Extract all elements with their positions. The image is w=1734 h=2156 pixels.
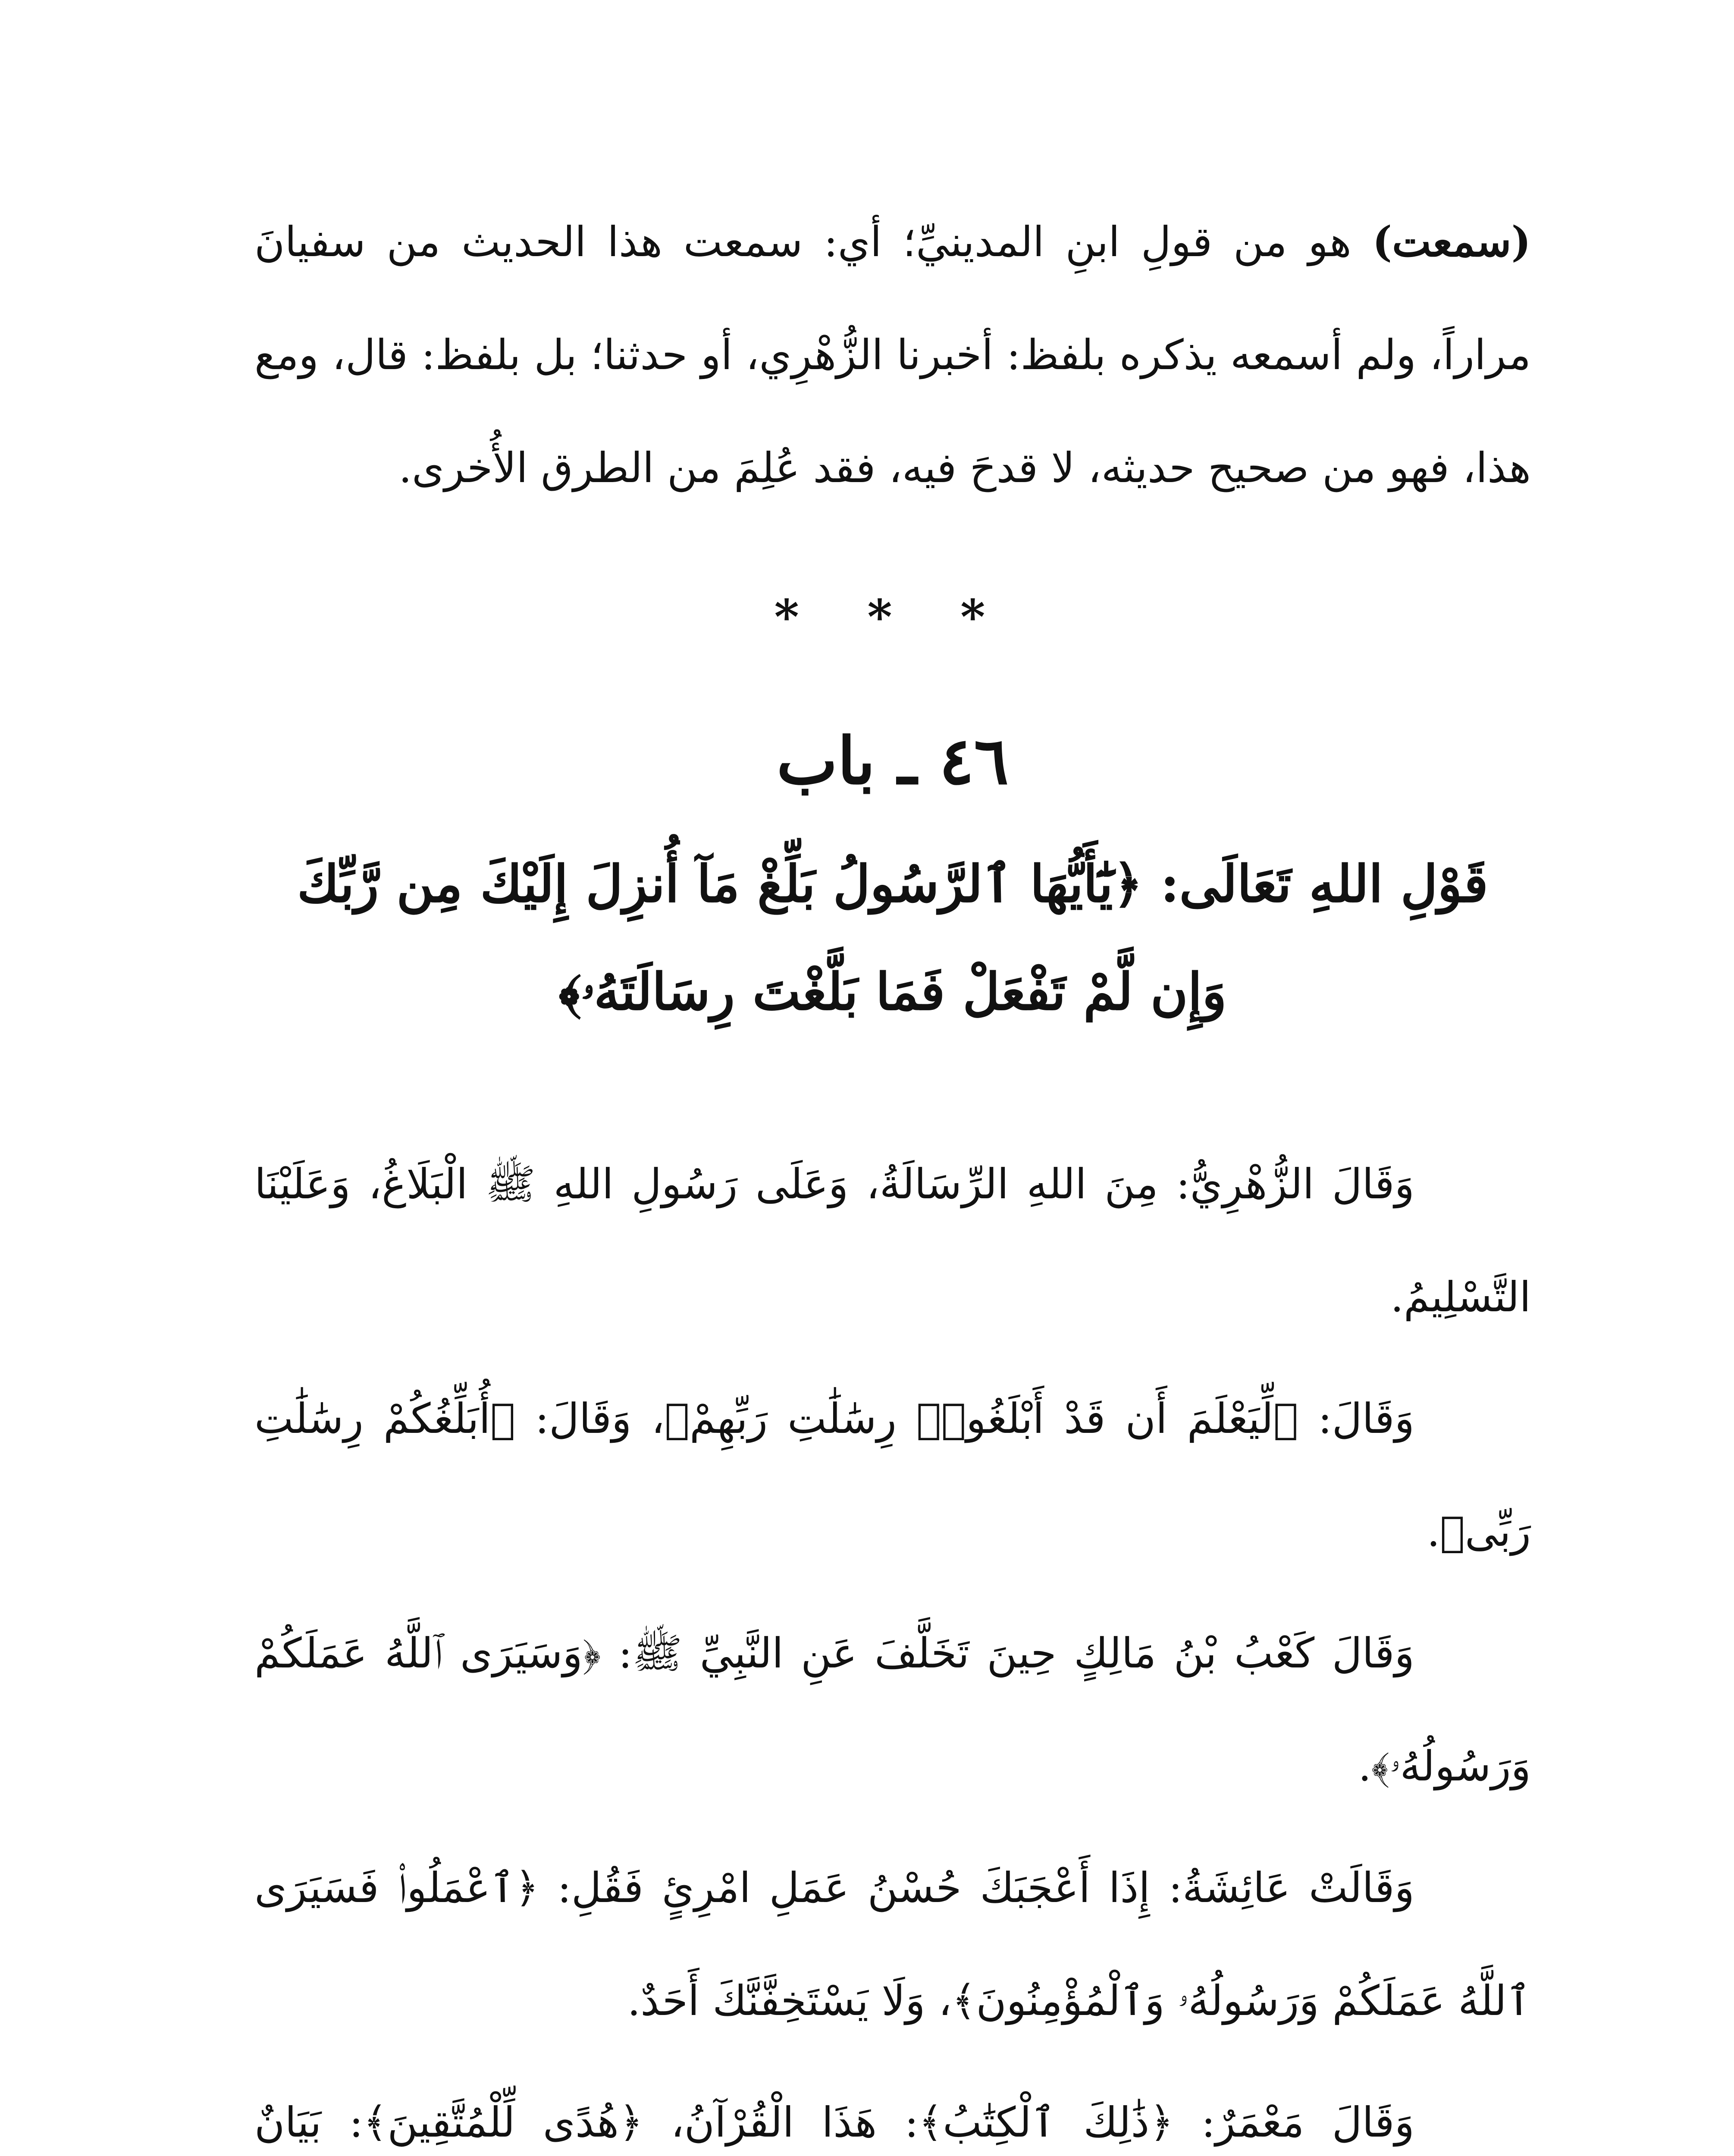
chapter-title [254, 830, 1531, 1046]
chapter-title-line-1: قَوْلِ اللهِ تَعَالَى: ﴿يَٰٓأَيُّهَا ٱلرَّسُولُ بَلِّغْ مَآ أُنزِلَ إِلَيْكَ مِن رَّبِّكَ [297, 854, 1488, 914]
chapter-title-line-2: وَإِن لَّمْ تَفْعَلْ فَمَا بَلَّغْتَ رِسَالَتَهُۥ﴾ [558, 962, 1227, 1022]
hadith-paragraph-aisha: وَقَالَتْ عَائِشَةُ: إِذَا أَعْجَبَكَ حُسْنُ عَمَلِ امْرِئٍ فَقُلِ: ﴿ٱعْمَلُوا۟ فَسَيَرَى ٱللَّهُ عَمَلَكُمْ وَرَسُولُهُۥ وَٱلْمُؤْمِنُونَ﴾، وَلَا يَسْتَخِفَّنَّكَ أَحَدٌ. [254, 1864, 1531, 2025]
section-separator: * * * [774, 589, 1011, 645]
hadith-paragraph-verses: وَقَالَ: ﴿لِّيَعْلَمَ أَن قَدْ أَبْلَغُوا۟ رِسَٰلَٰتِ رَبِّهِمْ﴾، وَقَالَ: ﴿أُبَلِّغُكُمْ رِسَٰلَٰتِ رَبِّى﴾. [254, 1395, 1531, 1556]
chapter-number: ٤٦ ـ باب [776, 723, 1009, 799]
hadith-paragraph-mamar: وَقَالَ مَعْمَرٌ: ﴿ذَٰلِكَ ٱلْكِتَٰبُ﴾: هَذَا الْقُرْآنُ، ﴿هُدًى لِّلْمُتَّقِينَ﴾: بَيَانٌ [254, 2098, 1414, 2147]
intro-lead: (سمعت) [1372, 217, 1531, 266]
intro-text: هو من قولِ ابنِ المدينيِّ؛ أي: سمعت هذا الحديث من سفيانَ مراراً، ولم أسمعه يذكره بلفظ: أخبرنا الزُّهْرِي، أو حدثنا؛ بل بلفظ: قال، ومع هذا، فهو من صحيح حديثه، لا قدحَ فيه، فقد عُلِمَ من الطرق الأُخرى. [254, 218, 1531, 492]
page-body [254, 185, 1531, 2156]
hadith-paragraph-kaab: وَقَالَ كَعْبُ بْنُ مَالِكٍ حِينَ تَخَلَّفَ عَنِ النَّبِيِّ ﷺ: ﴿وَسَيَرَى ٱللَّهُ عَمَلَكُمْ وَرَسُولُهُۥ﴾. [254, 1629, 1531, 1790]
intro-paragraph [254, 185, 1531, 524]
hadith-paragraph-zuhri: وَقَالَ الزُّهْرِيُّ: مِنَ اللهِ الرِّسَالَةُ، وَعَلَى رَسُولِ اللهِ ﷺ الْبَلَاغُ، وَعَلَيْنَا التَّسْلِيمُ. [254, 1160, 1531, 1321]
